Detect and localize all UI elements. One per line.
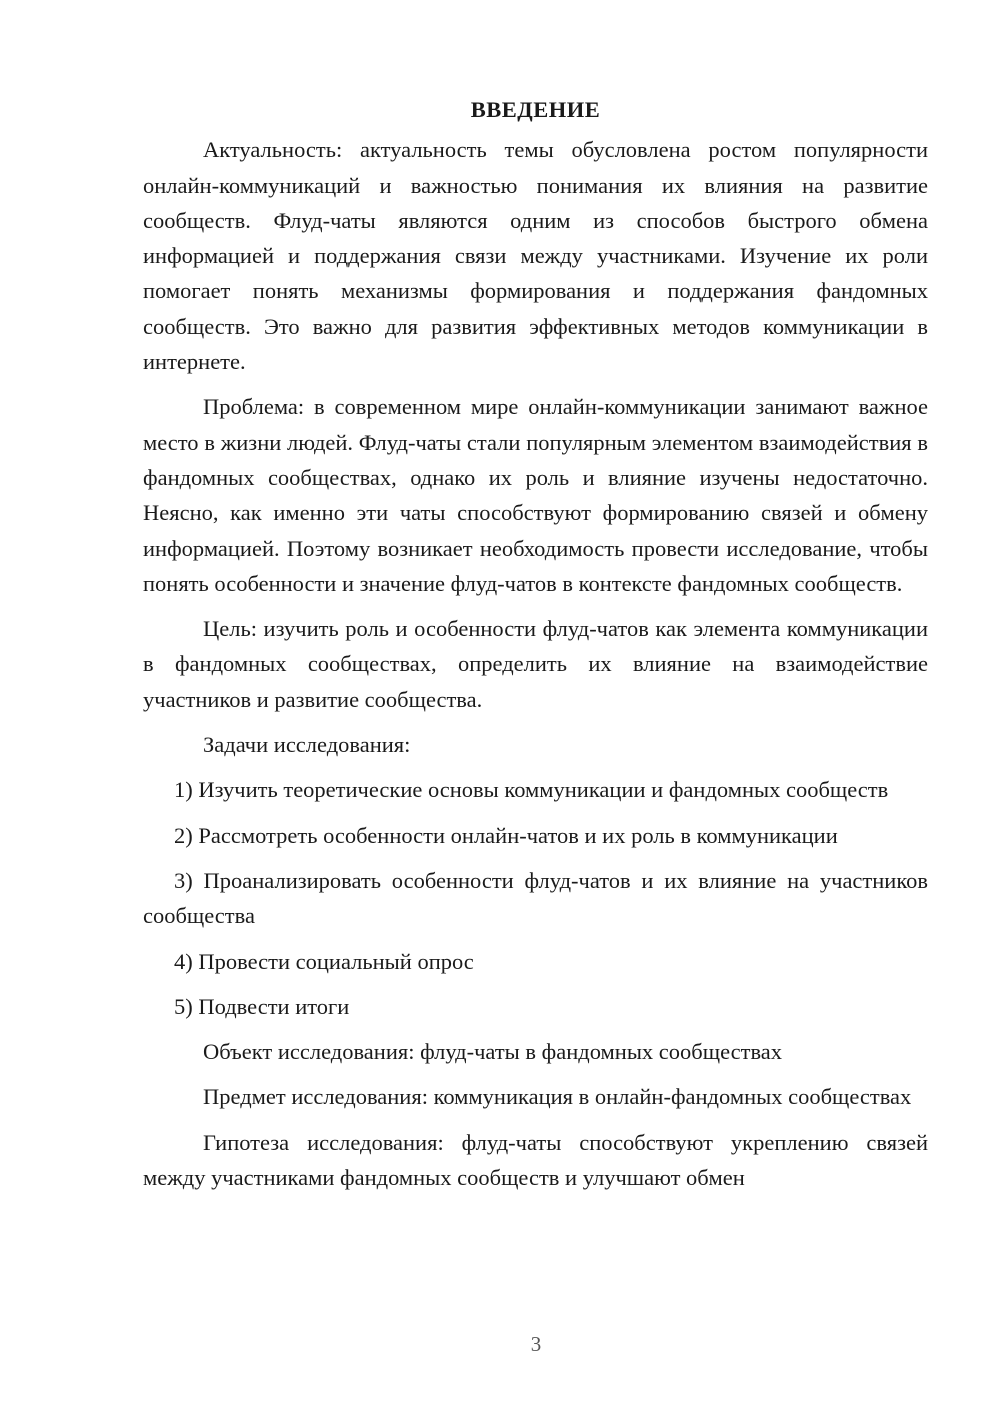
list-item: 1) Изучить теоретические основы коммуникации и фандомных сообществ	[174, 777, 889, 803]
subject-paragraph: Предмет исследования: коммуникация в онлайн-фандомных сообществах	[203, 1084, 912, 1110]
list-item: 3) Проанализировать особенности флуд-чатов и их влияние на участников сообщества	[143, 867, 928, 929]
object-paragraph: Объект исследования: флуд-чаты в фандомных сообществах	[203, 1039, 783, 1065]
document-page	[143, 92, 928, 1195]
goal-paragraph: Цель: изучить роль и особенности флуд-чатов как элемента коммуникации в фандомных сообществах, определить их влияние на взаимодействие участников и развитие сообщества.	[143, 616, 928, 712]
list-item: 4) Провести социальный опрос	[174, 948, 474, 974]
problem-paragraph: Проблема: в современном мире онлайн-коммуникации занимают важное место в жизни людей. Флуд-чаты стали популярным элементом взаимодействия в фандомных сообществах, однако их роль и влияние изучены недостаточно. Неясно, как именно эти чаты способствуют формированию связей и обмену информацией. Поэтому возникает необходимость провести исследование, чтобы понять особенности и значение флуд-чатов в контексте фандомных сообществ.	[143, 394, 928, 596]
hypothesis-paragraph: Гипотеза исследования: флуд-чаты способствуют укреплению связей между участниками фандомных сообществ и улучшают обмен	[143, 1129, 928, 1191]
tasks-heading: Задачи исследования:	[203, 732, 411, 758]
page-title: ВВЕДЕНИЕ	[470, 97, 601, 122]
tasks-list	[143, 772, 928, 1024]
page-number: 3	[530, 1332, 542, 1356]
list-item: 5) Подвести итоги	[174, 993, 350, 1019]
relevance-paragraph: Актуальность: актуальность темы обусловлена ростом популярности онлайн-коммуникаций и важностью понимания их влияния на развитие сообществ. Флуд-чаты являются одним из способов быстрого обмена информацией и поддержания связи между участниками. Изучение их роли помогает понять механизмы формирования и поддержания фандомных сообществ. Это важно для развития эффективных методов коммуникации в интернете.	[143, 137, 928, 375]
list-item: 2) Рассмотреть особенности онлайн-чатов и их роль в коммуникации	[174, 822, 838, 848]
